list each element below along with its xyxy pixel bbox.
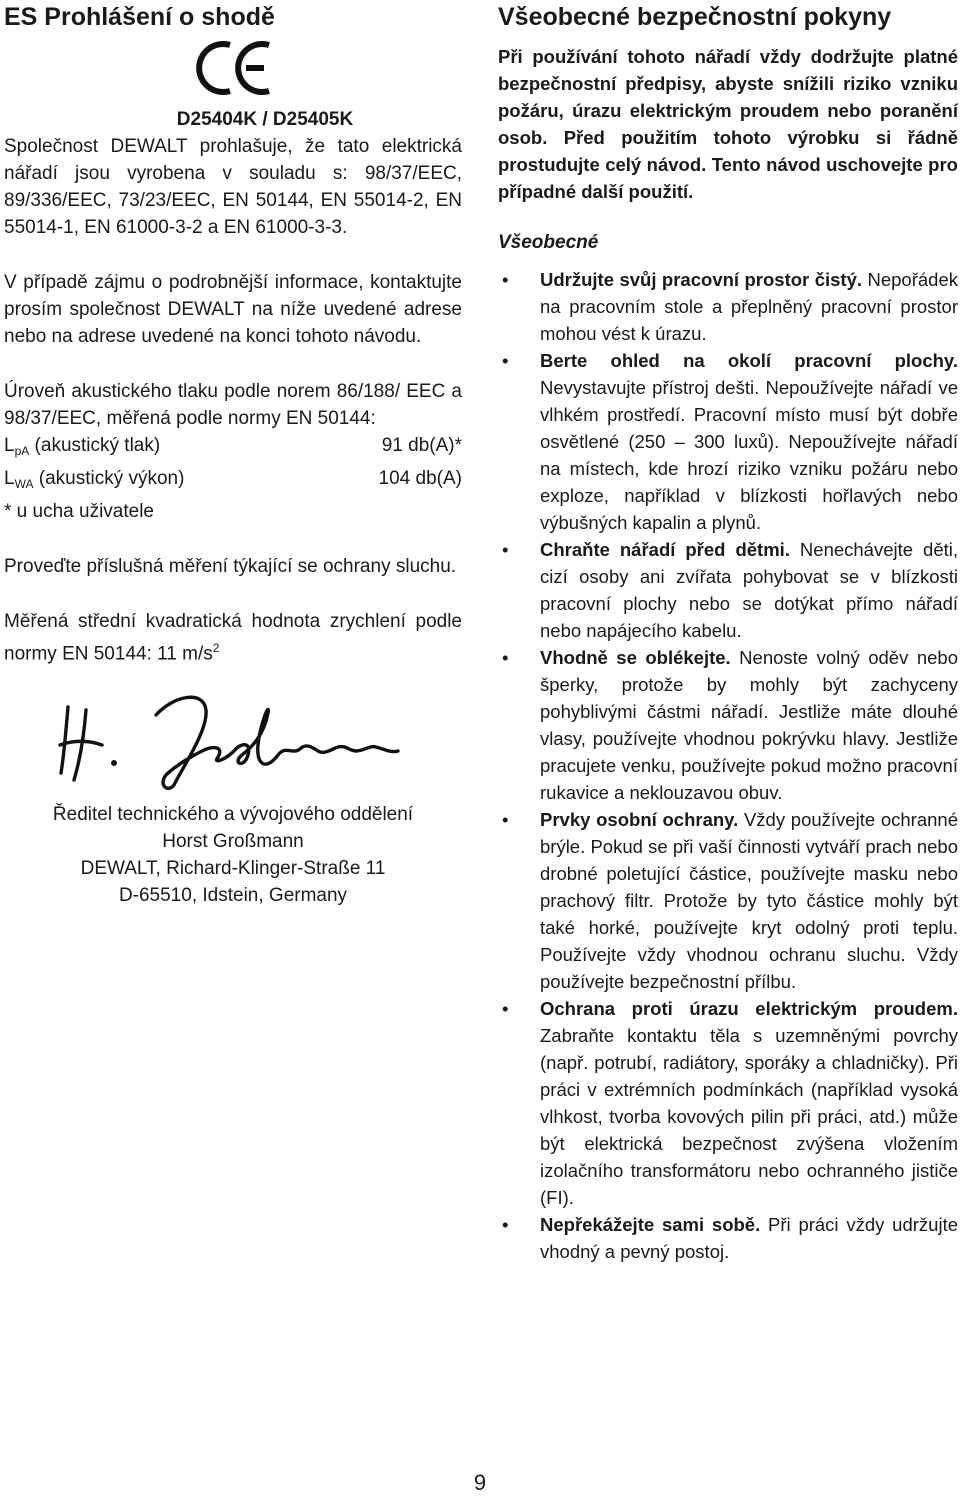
list-item: • Chraňte nářadí před dětmi. Nenechávejte děti, cizí osoby ani zvířata pohybovat se v blízkosti pracovní plochy nebo se dotýkat přímo nářadí nebo napájecího kabelu. xyxy=(498,536,958,644)
lpa-label: (akustický tlak) xyxy=(34,435,161,456)
vibration-exponent: 2 xyxy=(212,641,220,655)
list-item: • Ochrana proti úrazu elektrickým proudem. Zabraňte kontaktu těla s uzemněnými povrchy (např. potrubí, radiátory, sporáky a chladničky). Při práci v extrémních podmínkách (například vysoká vlhkost, tvorba kovových pilin při práci, atd.) může být elektrická bezpečnost zvýšena vložením izolačního transformátoru nebo ochranného jističe (FI). xyxy=(498,995,958,1211)
section-heading: Všeobecné xyxy=(498,232,599,253)
list-item: • Nepřekážejte sami sobě. Při práci vždy udržujte vhodný a pevný postoj. xyxy=(498,1211,958,1265)
list-item: • Udržujte svůj pracovní prostor čistý. Nepořádek na pracovním stole a přeplněný pracovní prostor mohou vést k úrazu. xyxy=(498,266,958,347)
safety-intro: Při používání tohoto nářadí vždy dodržujte platné bezpečnostní předpisy, abyste snížili riziko vzniku požáru, úrazu elektrickým proudem nebo poranění osob. Před použitím tohoto výrobku si řádně prostudujte celý návod. Tento návod uschovejte pro případné další použití. xyxy=(498,46,958,202)
lwa-label: (akustický výkon) xyxy=(38,468,185,489)
model-numbers: D25404K / D25405K xyxy=(176,109,354,130)
hearing-text: Proveďte příslušná měření týkající se ochrany sluchu. xyxy=(4,556,457,577)
safety-title: Všeobecné bezpečnostní pokyny xyxy=(498,3,892,31)
lpa-row: $L_{pA}$ (akustický tlak) 91 db(A)* xyxy=(4,432,462,465)
ce-mark-icon xyxy=(194,39,272,97)
noise-intro: Úroveň akustického tlaku podle norem 86/188/ EEC a 98/37/EEC, měřená podle normy EN 50144: xyxy=(4,381,462,429)
company-city: D-65510, Idstein, Germany xyxy=(118,885,348,907)
conformity-text: Společnost DEWALT prohlašuje, že tato elektrická nářadí jsou vyrobena v souladu s: 98/37/EEC, 89/336/EEC, 73/23/EEC, EN 50144, EN 55014-2, EN 55014-1, EN 61000-3-2 a EN 61000-3-3. xyxy=(4,136,462,238)
right-column xyxy=(498,0,958,1265)
declaration-title: ES Prohlášení o shodě xyxy=(4,3,275,31)
left-column xyxy=(4,0,462,909)
lwa-value: 104 db(A) xyxy=(378,468,462,489)
list-item: • Prvky osobní ochrany. Vždy používejte ochranné brýle. Pokud se při vaší činnosti vytváří prach nebo drobné poletující částice, používejte masku nebo prachový filtr. Protože by tyto částice mohly být také horké, používejte kryt odolný proti teplu. Používejte vždy vhodnou ochranu sluchu. Vždy používejte bezpečnostní přílbu. xyxy=(498,806,958,995)
ear-note: * u ucha uživatele xyxy=(4,501,154,522)
safety-list xyxy=(498,266,958,1265)
contact-text: V případě zájmu o podrobnější informace, kontaktujte prosím společnost DEWALT na níže uvedené adrese nebo na adrese uvedené na konci tohoto návodu. xyxy=(4,272,462,347)
signatory-role: Ředitel technického a vývojového oddělení xyxy=(52,804,414,826)
company-address: DEWALT, Richard-Klinger-Straße 11 xyxy=(80,858,386,880)
signature-block xyxy=(4,801,462,909)
signatory-name: Horst Großmann xyxy=(162,831,304,853)
lwa-row: $L_{WA}$ (akustický výkon) 104 db(A) xyxy=(4,465,462,498)
page-number: 9 xyxy=(473,1470,487,1495)
list-item: • Berte ohled na okolí pracovní plochy. Nevystavujte přístroj dešti. Nepoužívejte nářadí ve vlhkém prostředí. Pracovní místo musí být dobře osvětlené (250 – 300 luxů). Nepoužívejte nářadí na místech, kde hrozí riziko vzniku požáru nebo exploze, například v blízkosti hořlavých nebo výbušných kapalin a plynů. xyxy=(498,347,958,536)
vibration-text: Měřená střední kvadratická hodnota zrychlení podle normy EN 50144: 11 $m/s^2$ xyxy=(4,611,462,665)
signature-image xyxy=(56,685,406,795)
lpa-value: 91 db(A)* xyxy=(381,435,462,456)
list-item: • Vhodně se oblékejte. Nenoste volný oděv nebo šperky, protože by mohly být zachyceny pohyblivými částmi nářadí. Jestliže máte dlouhé vlasy, používejte vhodnou pokrývku hlavy. Jestliže pracujete venku, používejte pokud možno pracovní rukavice a neklouzavou obuv. xyxy=(498,644,958,806)
